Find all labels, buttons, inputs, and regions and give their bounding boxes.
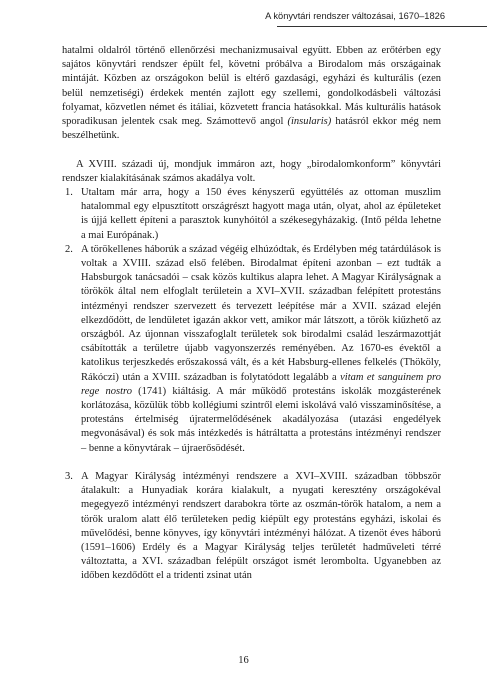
paragraph-1-text-end: hatásról ekkor még nem beszélhetünk. bbox=[62, 116, 441, 142]
list-item-text: A Magyar Királyság intézményi rendszere a XVI–XVIII. században többször átalakult: a Hunyadiak korára kialakult, a nyugati keresztény országokéval megegyező intézményi rendszert darabokra törte az oszmán-török hatalom, a nem a török uralom alatt élő területeken pedig kiépült egy protestáns egyházi, iskolai és művelődési, benne könyves, így könyvtári intézményi hálózat. A tizenöt éves háború (1591–1606) Erdély és a Magyar Királyság teljes területét hadműveleti térré változtatta, a XVI. században felépült országot ismét lerombolta. Ugyanebben az időben kezdődött el a tridenti zsinat után bbox=[81, 471, 441, 582]
paragraph-2: A XVIII. századi új, mondjuk immáron azt, hogy „birodalomkonform” könyvtári rendszer kialakításának számos akadálya volt. bbox=[62, 158, 441, 184]
list-item-text-end: (1741) kiáltásig. A már működő protestáns iskolák mozgásterének korlátozása, közülük több kollégiumi szintről elemi iskolává való visszaminősítése, a protestáns értelmiség újratermelődésének akadályozása (utazási engedélyek megvonásával) és sok más intézkedés is hátráltatta a protestáns intézményi rendszer – benne a könyvtárak – újraerősödését. bbox=[81, 385, 442, 454]
list-item-text: A törökellenes háborúk a század végéig elhúzódtak, és Erdélyben még tatárdúlások is voltak a XVIII. század első felében. Birodalmat építeni azonban – ezt tudták a Habsburgok tanácsadói – csak közös kultikus alapra lehet. A Magyar Királyságnak a törökök által nem elfoglalt területein a XVI–XVII. században felépített protestáns intézményi rendszer szervezett és tervezett leépítése már a XVII. század elején elkezdődött, de lendületet igazán akkor vett, amikor már látszott, a török kiűzhető az országból. Az újonnan visszafoglalt területek sok birodalmi család leszármazottját csábították a területre újabb vagyonszerzés reményében. Az 1670-es évektől a katolikus terjeszkedés erőszakossá vált, és a két Habsburg-ellenes felkelés (Thököly, Rákóczi) után a XVIII. században is folytatódott legalább a bbox=[81, 243, 441, 383]
paragraph-1-italic: (insularis) bbox=[287, 116, 332, 128]
list-item-italic: vitam et sanguinem pro rege nostro bbox=[81, 371, 442, 397]
running-header-title: A könyvtári rendszer változásai, 1670–1826 bbox=[265, 11, 445, 21]
list-item-number: 1. bbox=[65, 187, 73, 199]
list-item bbox=[62, 243, 441, 456]
paragraph-1-text: hatalmi oldalról történő ellenőrzési mechanizmusaival együtt. Ebben az erőtérben egy sajátos könyvtári rendszer épült fel, követni próbálva a Birodalom más országainak mintáját. Közben az országokon belül is eltérő gazdasági, egyházi és kulturális (ezen belül nemzetiségi) érdekek mentén zajlott egy szellemi, gondolkodásbeli változási folyamat, közvetlen német és itáliai, közvetett francia hatásokkal. Más kulturális hatások sporadikusan jelentek csak meg. Számottevő angol bbox=[62, 45, 441, 128]
list-item bbox=[62, 186, 441, 243]
list-item-number: 3. bbox=[65, 471, 73, 483]
list-item-number: 2. bbox=[65, 243, 73, 255]
list-item bbox=[62, 470, 441, 584]
numbered-list bbox=[62, 186, 441, 584]
running-header bbox=[0, 0, 487, 34]
paragraph-1 bbox=[62, 44, 441, 143]
page-number: 16 bbox=[238, 655, 249, 666]
list-item-text: Utaltam már arra, hogy a 150 éves kényszerű együttélés az ottoman muszlim hatalommal egy elpusztított országrészt hagyott maga után, olyat, ahol az épületeket is újjá kellett építeni a parasztok kunyhóitól a székesegyházakig. (Intő példa lehetne a mai Európának.) bbox=[81, 187, 441, 241]
header-rule bbox=[277, 26, 487, 27]
page-body bbox=[62, 44, 441, 584]
